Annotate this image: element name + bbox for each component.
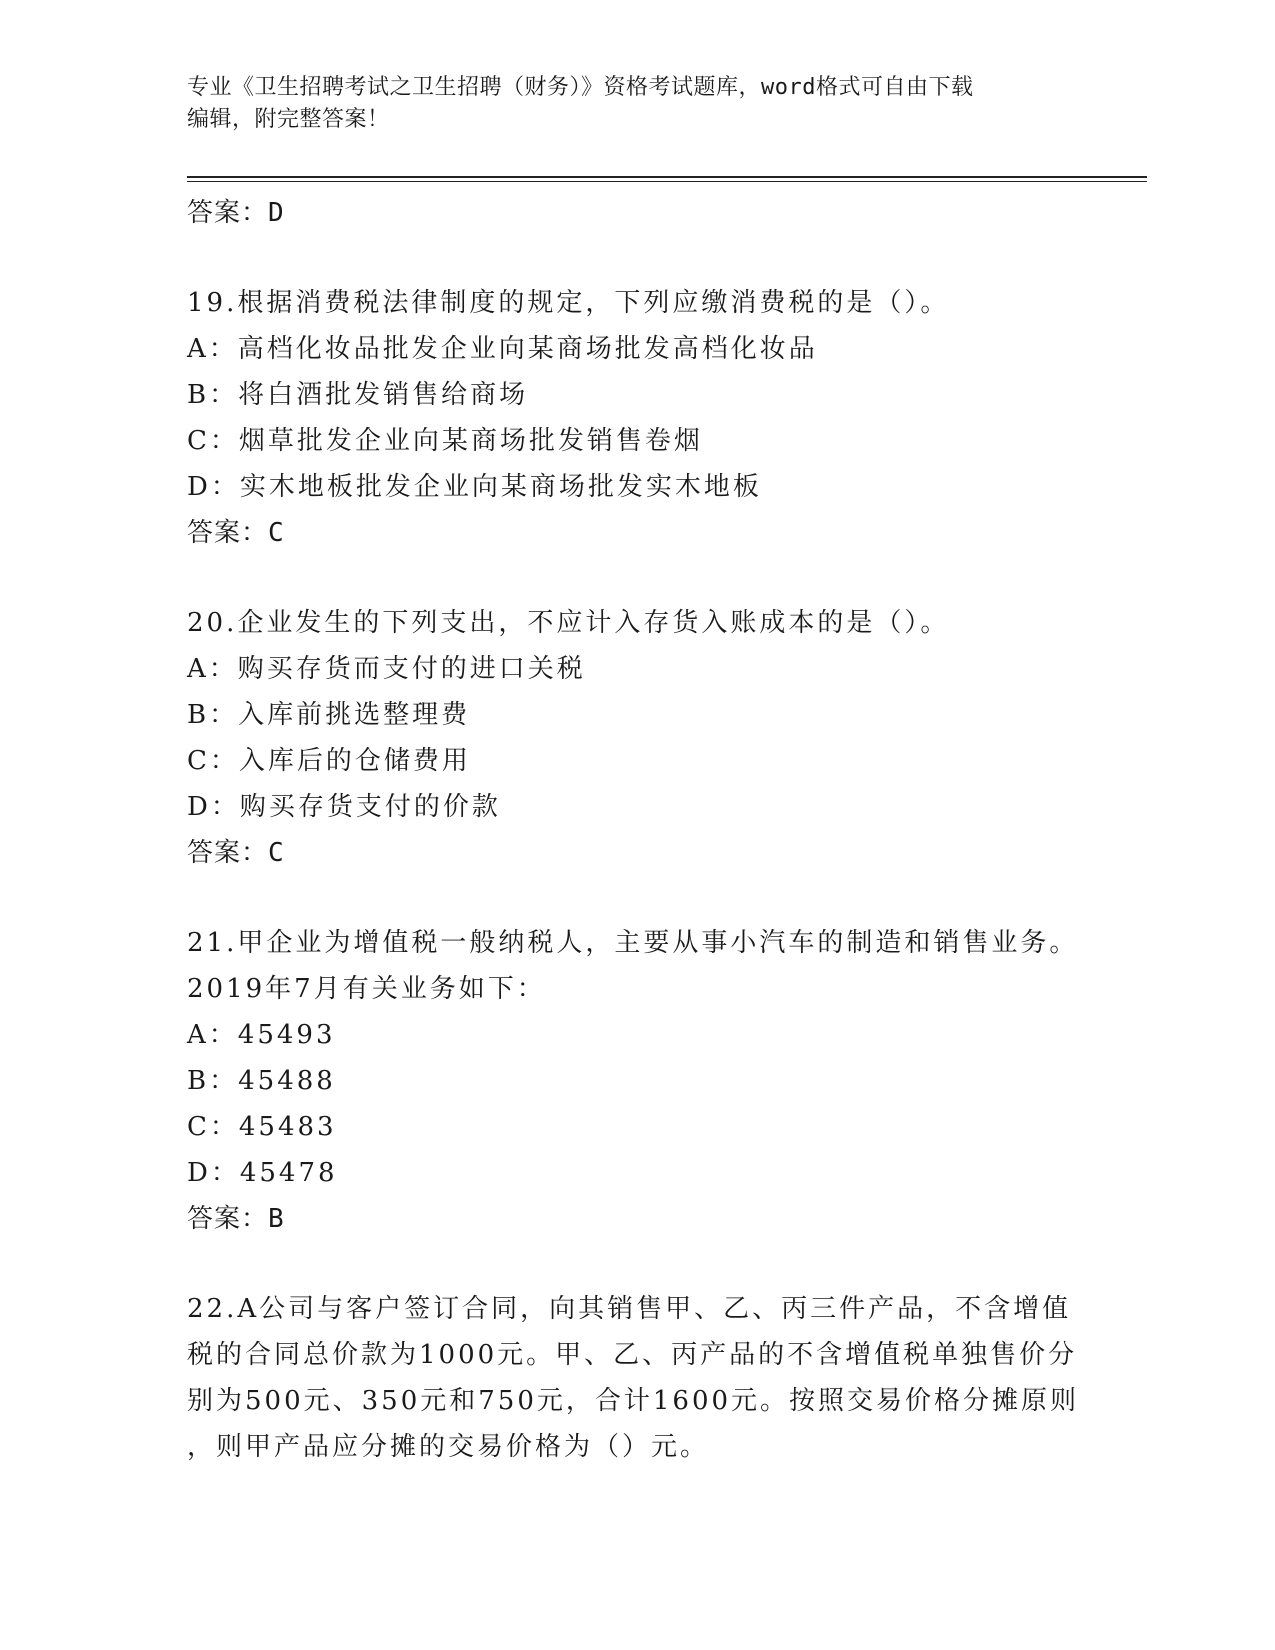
option-d: D：购买存货支付的价款: [187, 792, 501, 822]
option-a: A：购买存货而支付的进口关税: [187, 654, 586, 684]
question-22: [187, 1286, 1087, 1470]
option-a: A：高档化妆品批发企业向某商场批发高档化妆品: [187, 334, 818, 364]
question-list: [187, 190, 1087, 1470]
page-header: [187, 72, 1087, 136]
question-stem: 22.A公司与客户签订合同，向其销售甲、乙、丙三件产品，不含增值: [187, 1294, 1072, 1324]
question-stem-continued: ，则甲产品应分摊的交易价格为（）元。: [187, 1432, 710, 1462]
question-stem-continued: 税的合同总价款为1000元。甲、乙、丙产品的不含增值税单独售价分: [187, 1340, 1078, 1370]
previous-answer: 答案：D: [187, 198, 285, 228]
question-20: [187, 600, 1087, 876]
option-c: C：烟草批发企业向某商场批发销售卷烟: [187, 426, 703, 456]
question-stem-continued: 别为500元、350元和750元，合计1600元。按照交易价格分摊原则: [187, 1386, 1080, 1416]
header-line-1: 专业《卫生招聘考试之卫生招聘（财务）》资格考试题库，word格式可自由下载: [187, 75, 974, 100]
header-divider-thick: [187, 176, 1147, 178]
question-21: [187, 920, 1087, 1242]
option-b: B：将白酒批发销售给商场: [187, 380, 529, 410]
option-d: D：45478: [187, 1158, 338, 1188]
header-line-2: 编辑，附完整答案！: [187, 107, 390, 132]
option-b: B：45488: [187, 1066, 336, 1096]
answer: 答案：B: [187, 1204, 285, 1234]
answer: 答案：C: [187, 518, 285, 548]
answer: 答案：C: [187, 838, 285, 868]
question-stem: 20.企业发生的下列支出，不应计入存货入账成本的是（）。: [187, 608, 950, 638]
question-stem: 19.根据消费税法律制度的规定，下列应缴消费税的是（）。: [187, 288, 950, 318]
option-a: A：45493: [187, 1020, 336, 1050]
question-19: [187, 280, 1087, 556]
option-d: D：实木地板批发企业向某商场批发实木地板: [187, 472, 762, 502]
option-b: B：入库前挑选整理费: [187, 700, 471, 730]
option-c: C：45483: [187, 1112, 337, 1142]
option-c: C：入库后的仓储费用: [187, 746, 471, 776]
question-stem-continued: 2019年7月有关业务如下：: [187, 974, 546, 1004]
header-divider-thin: [187, 181, 1147, 182]
question-stem: 21.甲企业为增值税一般纳税人，主要从事小汽车的制造和销售业务。: [187, 928, 1079, 958]
